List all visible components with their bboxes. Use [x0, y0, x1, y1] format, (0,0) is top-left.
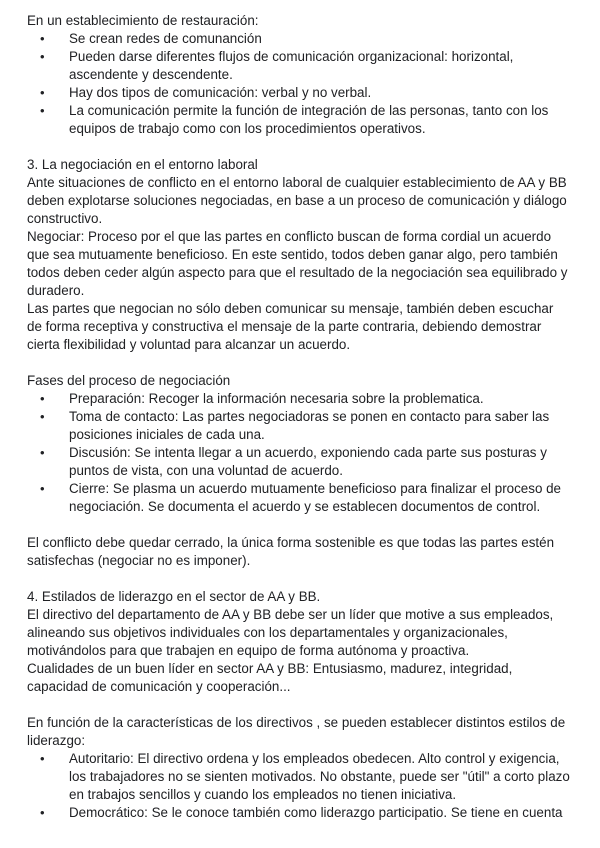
- paragraph: El directivo del departamento de AA y BB debe ser un líder que motive a sus empleados, alineando sus objetivos individuales con los departamentales y organizacionales, motivándolos para que trabajen en equipo de forma autónoma y proactiva.: [27, 607, 554, 658]
- paragraph: En función de la características de los directivos , se pueden establecer distintos estilos de liderazgo:: [27, 715, 566, 748]
- phases-heading: Fases del proceso de negociación: [27, 373, 231, 388]
- paragraph: El conflicto debe quedar cerrado, la única forma sostenible es que todas las partes estén satisfechas (negociar no es imponer).: [27, 535, 555, 568]
- paragraph: Ante situaciones de conflicto en el entorno laboral de cualquier establecimiento de AA y BB deben explotarse soluciones negociadas, en base a un proceso de comunicación y diálogo constructivo.: [27, 175, 567, 226]
- list-item: • Hay dos tipos de comunicación: verbal y no verbal.: [27, 84, 570, 102]
- paragraph: Cualidades de un buen líder en sector AA y BB: Entusiasmo, madurez, integridad, capacidad de comunicación y cooperación...: [27, 661, 513, 694]
- list-item: • Discusión: Se intenta llegar a un acuerdo, exponiendo cada parte sus posturas y puntos de vista, con una voluntad de acuerdo.: [27, 444, 570, 480]
- list-item: • Preparación: Recoger la información necesaria sobre la problematica.: [27, 390, 570, 408]
- section-4-title: 4. Estilados de liderazgo en el sector de AA y BB.: [27, 589, 321, 604]
- phases-list: [27, 390, 570, 516]
- list-item: • Toma de contacto: Las partes negociadoras se ponen en contacto para saber las posiciones iniciales de cada una.: [27, 408, 570, 444]
- list-item: • Se crean redes de comunanción: [27, 30, 570, 48]
- list-item: • Pueden darse diferentes flujos de comunicación organizacional: horizontal, ascendente y descendente.: [27, 48, 570, 84]
- intro-list: [27, 30, 570, 138]
- paragraph: Negociar: Proceso por el que las partes en conflicto buscan de forma cordial un acuerdo que sea mutuamente beneficioso. En este sentido, todos deben ganar algo, pero también todos deben ceder algún aspecto para que el resultado de la negociación sea equilibrado y duradero.: [27, 229, 568, 298]
- section-3-title: 3. La negociación en el entorno laboral: [27, 157, 258, 172]
- list-item: • La comunicación permite la función de integración de las personas, tanto con los equipos de trabajo como con los procedimientos operativos.: [27, 102, 570, 138]
- list-item: • Cierre: Se plasma un acuerdo mutuamente beneficioso para finalizar el proceso de negociación. Se documenta el acuerdo y se establecen documentos de control.: [27, 480, 570, 516]
- list-item: • Autoritario: El directivo ordena y los empleados obedecen. Alto control y exigencia, los trabajadores no se sienten motivados. No obstante, puede ser "útil" a corto plazo en trabajos sencillos y cuando los empleados no tienen iniciativa.: [27, 750, 570, 804]
- leadership-styles-list: [27, 750, 570, 822]
- list-item: • Democrático: Se le conoce también como liderazgo participatio. Se tiene en cuenta: [27, 804, 570, 822]
- intro-heading: En un establecimiento de restauración:: [27, 13, 259, 28]
- paragraph: Las partes que negocian no sólo deben comunicar su mensaje, también deben escuchar de forma receptiva y constructiva el mensaje de la parte contraria, debiendo demostrar cierta flexibilidad y voluntad para alcanzar un acuerdo.: [27, 301, 554, 352]
